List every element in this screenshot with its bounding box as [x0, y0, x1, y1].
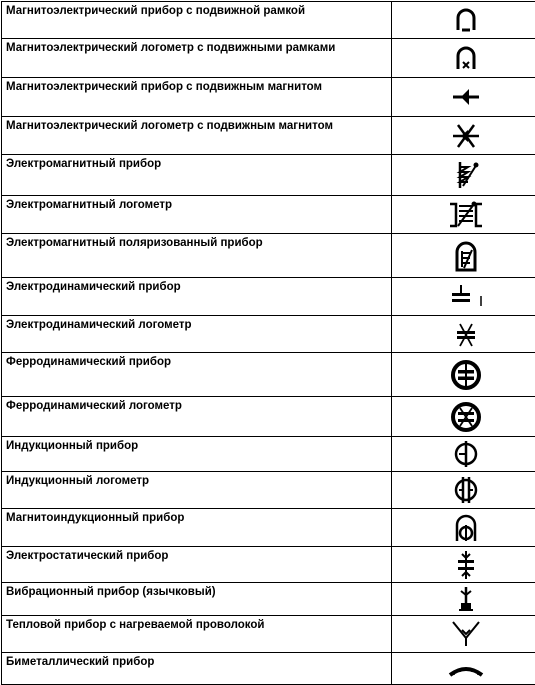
row-name: Вибрационный прибор (язычковый) [2, 583, 392, 616]
row-name: Магнитоэлектрический логометр с подвижным магнитом [2, 117, 392, 155]
row-name: Магнитоэлектрический прибор с подвижным магнитом [2, 78, 392, 117]
ferrodynamic-ratiometer-icon [449, 400, 483, 434]
row-name: Индукционный логометр [2, 472, 392, 509]
symbols-table [1, 1, 535, 685]
table-row [2, 397, 535, 437]
table-row [2, 583, 535, 616]
table-row [2, 437, 535, 472]
row-name: Индукционный прибор [2, 437, 392, 472]
vibration-reed-icon [451, 585, 481, 613]
row-name: Магнитоэлектрический логометр с подвижными рамками [2, 39, 392, 78]
table-row [2, 278, 535, 316]
row-name: Электродинамический логометр [2, 316, 392, 353]
electrostatic-icon [451, 549, 481, 581]
polarized-electromagnetic-icon [451, 238, 481, 274]
row-name: Биметаллический прибор [2, 653, 392, 685]
table-row [2, 616, 535, 653]
hot-wire-icon [449, 618, 483, 650]
table-row [2, 509, 535, 547]
row-name: Электромагнитный прибор [2, 155, 392, 196]
table-row [2, 353, 535, 397]
row-name: Электромагнитный логометр [2, 196, 392, 234]
table-row [2, 472, 535, 509]
electrodynamic-icon [444, 282, 488, 312]
moving-magnet-icon [449, 84, 483, 110]
table-row [2, 316, 535, 353]
electromagnetic-ratiometer-icon [444, 198, 488, 232]
row-name: Магнитоиндукционный прибор [2, 509, 392, 547]
row-name: Магнитоэлектрический прибор с подвижной рамкой [2, 2, 392, 39]
table-row [2, 547, 535, 583]
table-row [2, 155, 535, 196]
row-name: Электромагнитный поляризованный прибор [2, 234, 392, 278]
row-name: Электродинамический прибор [2, 278, 392, 316]
moving-coil-icon [451, 6, 481, 34]
table-row [2, 117, 535, 155]
electromagnetic-icon [449, 158, 483, 192]
table-row [2, 78, 535, 117]
magnetoinduction-icon [451, 511, 481, 545]
moving-magnet-ratiometer-icon [449, 121, 483, 151]
table-row [2, 39, 535, 78]
table-row [2, 2, 535, 39]
table-row [2, 234, 535, 278]
row-name: Ферродинамический прибор [2, 353, 392, 397]
table-row [2, 196, 535, 234]
moving-coil-ratiometer-icon [451, 43, 481, 73]
table-row [2, 653, 535, 685]
induction-icon [451, 439, 481, 469]
electrodynamic-ratiometer-icon [451, 319, 481, 349]
row-name: Тепловой прибор с нагреваемой проволокой [2, 616, 392, 653]
induction-ratiometer-icon [451, 475, 481, 505]
row-name: Электростатический прибор [2, 547, 392, 583]
row-name: Ферродинамический логометр [2, 397, 392, 437]
bimetallic-icon [446, 659, 486, 679]
ferrodynamic-icon [449, 358, 483, 392]
